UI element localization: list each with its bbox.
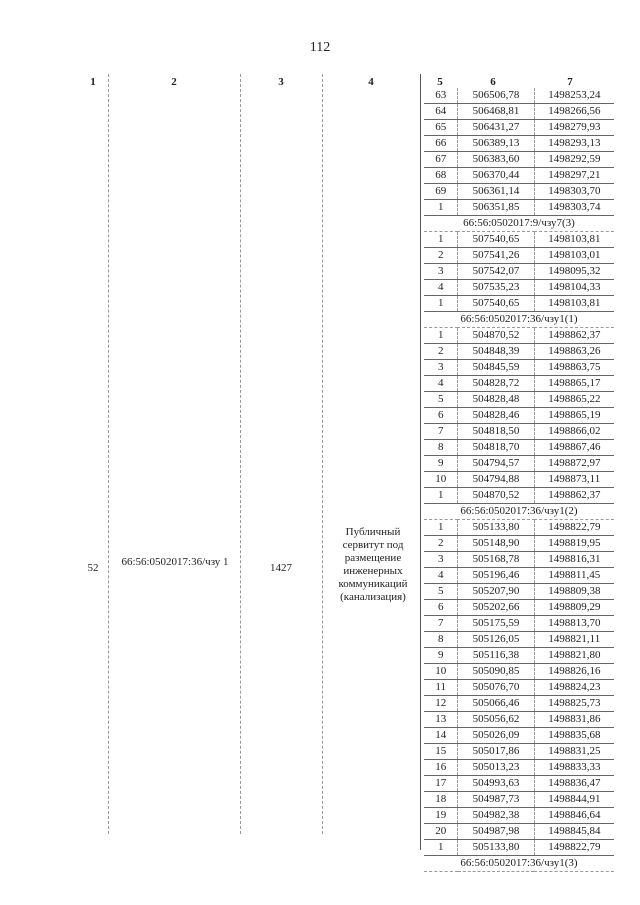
point-number: 1: [424, 328, 458, 344]
y-coordinate: 1498303,70: [534, 184, 614, 200]
coordinate-row: [424, 200, 614, 216]
point-number: 11: [424, 680, 458, 696]
x-coordinate: 504828,48: [458, 392, 534, 408]
x-coordinate: 506351,85: [458, 200, 534, 216]
column-header-7: 7: [567, 76, 573, 88]
coordinate-row: [424, 104, 614, 120]
point-number: 2: [424, 344, 458, 360]
y-coordinate: 1498846,64: [534, 808, 614, 824]
x-coordinate: 505168,78: [458, 552, 534, 568]
point-number: 10: [424, 472, 458, 488]
x-coordinate: 504845,59: [458, 360, 534, 376]
coordinate-row: [424, 88, 614, 104]
coordinate-row: [424, 136, 614, 152]
point-number: 1: [424, 520, 458, 536]
y-coordinate: 1498809,29: [534, 600, 614, 616]
point-number: 2: [424, 536, 458, 552]
x-coordinate: 505133,80: [458, 840, 534, 856]
y-coordinate: 1498865,19: [534, 408, 614, 424]
x-coordinate: 504794,88: [458, 472, 534, 488]
coordinate-row: [424, 824, 614, 840]
x-coordinate: 504848,39: [458, 344, 534, 360]
x-coordinate: 505056,62: [458, 712, 534, 728]
point-number: 7: [424, 424, 458, 440]
coordinate-row: [424, 264, 614, 280]
coordinate-row: [424, 328, 614, 344]
coordinate-row: [424, 744, 614, 760]
coordinate-row: [424, 840, 614, 856]
y-coordinate: 1498865,22: [534, 392, 614, 408]
y-coordinate: 1498816,31: [534, 552, 614, 568]
y-coordinate: 1498103,81: [534, 296, 614, 312]
point-number: 4: [424, 280, 458, 296]
record-number: 52: [87, 562, 99, 574]
x-coordinate: 505175,59: [458, 616, 534, 632]
x-coordinate: 507540,65: [458, 232, 534, 248]
x-coordinate: 507535,23: [458, 280, 534, 296]
coordinate-row: [424, 408, 614, 424]
x-coordinate: 504987,73: [458, 792, 534, 808]
record-area: 1427: [270, 562, 292, 574]
coordinate-row: [424, 760, 614, 776]
x-coordinate: 507542,07: [458, 264, 534, 280]
y-coordinate: 1498833,33: [534, 760, 614, 776]
y-coordinate: 1498845,84: [534, 824, 614, 840]
coordinate-row: [424, 120, 614, 136]
coordinate-row: [424, 632, 614, 648]
y-coordinate: 1498821,80: [534, 648, 614, 664]
y-coordinate: 1498844,91: [534, 792, 614, 808]
coordinate-row: [424, 728, 614, 744]
y-coordinate: 1498095,32: [534, 264, 614, 280]
x-coordinate: 505090,85: [458, 664, 534, 680]
point-number: 8: [424, 440, 458, 456]
y-coordinate: 1498253,24: [534, 88, 614, 104]
column-header-6: 6: [490, 76, 496, 88]
point-number: 3: [424, 360, 458, 376]
y-coordinate: 1498809,38: [534, 584, 614, 600]
y-coordinate: 1498872,97: [534, 456, 614, 472]
section-header-row: [424, 312, 614, 328]
coordinate-row: [424, 472, 614, 488]
point-number: 3: [424, 552, 458, 568]
y-coordinate: 1498297,21: [534, 168, 614, 184]
x-coordinate: 506383,60: [458, 152, 534, 168]
y-coordinate: 1498826,16: [534, 664, 614, 680]
coordinate-row: [424, 536, 614, 552]
y-coordinate: 1498862,37: [534, 488, 614, 504]
coordinate-row: [424, 568, 614, 584]
point-number: 20: [424, 824, 458, 840]
coordinate-row: [424, 376, 614, 392]
coordinate-row: [424, 392, 614, 408]
x-coordinate: 504794,57: [458, 456, 534, 472]
y-coordinate: 1498867,46: [534, 440, 614, 456]
section-label: 66:56:0502017:36/чзу1(3): [424, 856, 614, 872]
column-header-5: 5: [437, 76, 443, 88]
point-number: 1: [424, 840, 458, 856]
coordinate-row: [424, 488, 614, 504]
x-coordinate: 504987,98: [458, 824, 534, 840]
point-number: 13: [424, 712, 458, 728]
x-coordinate: 505013,23: [458, 760, 534, 776]
coordinate-row: [424, 280, 614, 296]
x-coordinate: 507540,65: [458, 296, 534, 312]
coordinate-row: [424, 584, 614, 600]
point-number: 14: [424, 728, 458, 744]
x-coordinate: 505026,09: [458, 728, 534, 744]
x-coordinate: 504870,52: [458, 488, 534, 504]
point-number: 67: [424, 152, 458, 168]
y-coordinate: 1498863,75: [534, 360, 614, 376]
y-coordinate: 1498825,73: [534, 696, 614, 712]
coordinate-row: [424, 248, 614, 264]
column-divider: [108, 74, 109, 834]
coordinate-row: [424, 456, 614, 472]
point-number: 9: [424, 648, 458, 664]
y-coordinate: 1498103,81: [534, 232, 614, 248]
x-coordinate: 505066,46: [458, 696, 534, 712]
record-description: Публичный сервитут под размещение инженерных коммуникаций (канализация): [338, 526, 408, 603]
section-header-row: [424, 216, 614, 232]
point-number: 2: [424, 248, 458, 264]
point-number: 5: [424, 584, 458, 600]
coordinate-row: [424, 168, 614, 184]
column-divider: [322, 74, 323, 834]
x-coordinate: 506361,14: [458, 184, 534, 200]
y-coordinate: 1498822,79: [534, 520, 614, 536]
point-number: 6: [424, 408, 458, 424]
coordinate-row: [424, 152, 614, 168]
point-number: 6: [424, 600, 458, 616]
point-number: 1: [424, 488, 458, 504]
column-divider: [420, 74, 421, 850]
x-coordinate: 505207,90: [458, 584, 534, 600]
coordinate-row: [424, 600, 614, 616]
y-coordinate: 1498863,26: [534, 344, 614, 360]
point-number: 15: [424, 744, 458, 760]
point-number: 64: [424, 104, 458, 120]
coordinates-table: [424, 88, 614, 872]
x-coordinate: 505133,80: [458, 520, 534, 536]
coordinate-row: [424, 648, 614, 664]
section-label: 66:56:0502017:9/чзу7(3): [424, 216, 614, 232]
point-number: 1: [424, 232, 458, 248]
y-coordinate: 1498819,95: [534, 536, 614, 552]
y-coordinate: 1498303,74: [534, 200, 614, 216]
point-number: 68: [424, 168, 458, 184]
coordinate-row: [424, 520, 614, 536]
y-coordinate: 1498279,93: [534, 120, 614, 136]
coordinate-row: [424, 664, 614, 680]
y-coordinate: 1498103,01: [534, 248, 614, 264]
y-coordinate: 1498873,11: [534, 472, 614, 488]
column-header-2: 2: [171, 76, 177, 88]
column-header-1: 1: [90, 76, 96, 88]
x-coordinate: 505017,86: [458, 744, 534, 760]
y-coordinate: 1498824,23: [534, 680, 614, 696]
coordinate-row: [424, 680, 614, 696]
x-coordinate: 504828,46: [458, 408, 534, 424]
y-coordinate: 1498836,47: [534, 776, 614, 792]
point-number: 16: [424, 760, 458, 776]
x-coordinate: 504818,70: [458, 440, 534, 456]
coordinate-row: [424, 296, 614, 312]
section-header-row: [424, 856, 614, 872]
point-number: 17: [424, 776, 458, 792]
coordinate-row: [424, 792, 614, 808]
point-number: 63: [424, 88, 458, 104]
y-coordinate: 1498822,79: [534, 840, 614, 856]
coordinate-row: [424, 232, 614, 248]
y-coordinate: 1498866,02: [534, 424, 614, 440]
point-number: 18: [424, 792, 458, 808]
point-number: 5: [424, 392, 458, 408]
coordinate-row: [424, 696, 614, 712]
record-cadastral-number: 66:56:0502017:36/чзу 1: [121, 556, 229, 568]
x-coordinate: 506431,27: [458, 120, 534, 136]
column-header-4: 4: [368, 76, 374, 88]
y-coordinate: 1498831,25: [534, 744, 614, 760]
coordinate-row: [424, 344, 614, 360]
y-coordinate: 1498293,13: [534, 136, 614, 152]
x-coordinate: 506506,78: [458, 88, 534, 104]
x-coordinate: 504870,52: [458, 328, 534, 344]
point-number: 1: [424, 296, 458, 312]
point-number: 1: [424, 200, 458, 216]
coordinate-row: [424, 440, 614, 456]
y-coordinate: 1498865,17: [534, 376, 614, 392]
x-coordinate: 504828,72: [458, 376, 534, 392]
point-number: 7: [424, 616, 458, 632]
point-number: 4: [424, 568, 458, 584]
coordinate-row: [424, 776, 614, 792]
y-coordinate: 1498266,56: [534, 104, 614, 120]
column-divider: [240, 74, 241, 834]
point-number: 66: [424, 136, 458, 152]
y-coordinate: 1498104,33: [534, 280, 614, 296]
y-coordinate: 1498862,37: [534, 328, 614, 344]
x-coordinate: 505126,05: [458, 632, 534, 648]
point-number: 69: [424, 184, 458, 200]
x-coordinate: 506468,81: [458, 104, 534, 120]
coordinate-row: [424, 712, 614, 728]
y-coordinate: 1498835,68: [534, 728, 614, 744]
coordinate-row: [424, 424, 614, 440]
x-coordinate: 504993,63: [458, 776, 534, 792]
coordinate-row: [424, 552, 614, 568]
x-coordinate: 507541,26: [458, 248, 534, 264]
point-number: 65: [424, 120, 458, 136]
column-header-3: 3: [278, 76, 284, 88]
section-header-row: [424, 504, 614, 520]
x-coordinate: 506370,44: [458, 168, 534, 184]
coordinate-row: [424, 184, 614, 200]
x-coordinate: 505116,38: [458, 648, 534, 664]
point-number: 3: [424, 264, 458, 280]
x-coordinate: 505202,66: [458, 600, 534, 616]
section-label: 66:56:0502017:36/чзу1(1): [424, 312, 614, 328]
x-coordinate: 505148,90: [458, 536, 534, 552]
x-coordinate: 504982,38: [458, 808, 534, 824]
point-number: 9: [424, 456, 458, 472]
y-coordinate: 1498811,45: [534, 568, 614, 584]
x-coordinate: 505196,46: [458, 568, 534, 584]
section-label: 66:56:0502017:36/чзу1(2): [424, 504, 614, 520]
y-coordinate: 1498831,86: [534, 712, 614, 728]
point-number: 10: [424, 664, 458, 680]
point-number: 8: [424, 632, 458, 648]
y-coordinate: 1498821,11: [534, 632, 614, 648]
point-number: 12: [424, 696, 458, 712]
coordinate-row: [424, 616, 614, 632]
coordinate-row: [424, 808, 614, 824]
point-number: 4: [424, 376, 458, 392]
x-coordinate: 506389,13: [458, 136, 534, 152]
point-number: 19: [424, 808, 458, 824]
x-coordinate: 504818,50: [458, 424, 534, 440]
x-coordinate: 505076,70: [458, 680, 534, 696]
y-coordinate: 1498292,59: [534, 152, 614, 168]
coordinate-row: [424, 360, 614, 376]
page-number: 112: [309, 40, 331, 55]
y-coordinate: 1498813,70: [534, 616, 614, 632]
